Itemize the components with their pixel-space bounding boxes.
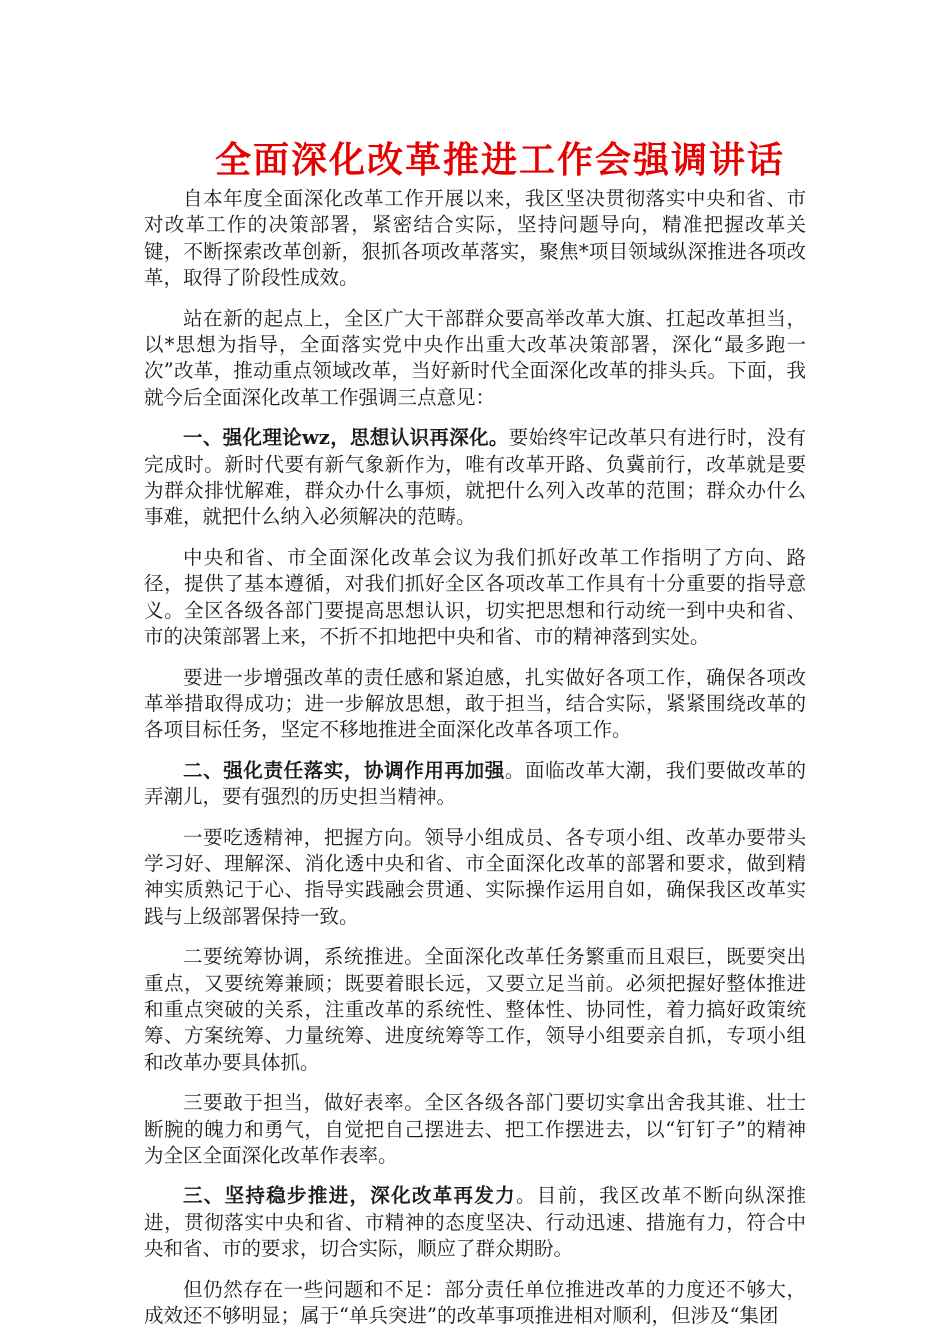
- paragraph-text: 。目前，我区改革不断向纵深推进，贯彻落实中央和省、市精神的态度坚决、行动迅速、措施有力，符合中央和省、市的要求，切合实际，顺应了群众期盼。: [144, 1184, 806, 1261]
- paragraph-text: 二要统筹协调，系统推进。全面深化改革任务繁重而且艰巨，既要突出重点，又要统筹兼顾；既要着眼长远，又要立足当前。必须把握好整体推进和重点突破的关系，注重改革的系统性、整体性、协同性，着力搞好政策统筹、方案统筹、力量统筹、进度统筹等工作，领导小组要亲自抓，专项小组和改革办要具体抓。: [144, 945, 806, 1074]
- paragraph: [144, 1277, 806, 1330]
- paragraph-lead: 一、强化理论wz，思想认识再深化。: [183, 426, 509, 450]
- paragraph: [144, 758, 806, 811]
- paragraph: [144, 306, 806, 412]
- paragraph-text: 。面临改革大潮，我们要做改革的弄潮儿，要有强烈的历史担当精神。: [144, 758, 806, 809]
- paragraph: [144, 545, 806, 651]
- paragraph-text: 一要吃透精神，把握方向。领导小组成员、各专项小组、改革办要带头学习好、理解深、消化透中央和省、市全面深化改革的部署和要求，做到精神实质熟记于心、指导实践融会贯通、实际操作运用自如，确保我区改革实践与上级部署保持一致。: [144, 825, 806, 928]
- paragraph: [144, 186, 806, 292]
- paragraph-text: 但仍然存在一些问题和不足：部分责任单位推进改革的力度还不够大，成效还不够明显；属于“单兵突进”的改革事项推进相对顺利，但涉及“集团: [144, 1277, 806, 1328]
- paragraph-text: 中央和省、市全面深化改革会议为我们抓好改革工作指明了方向、路径，提供了基本遵循，对我们抓好全区各项改革工作具有十分重要的指导意义。全区各级各部门要提高思想认识，切实把思想和行动统一到中央和省、市的决策部署上来，不折不扣地把中央和省、市的精神落到实处。: [144, 545, 806, 649]
- paragraph: [144, 1183, 806, 1262]
- paragraph-text: 要始终牢记改革只有进行时，没有完成时。新时代要有新气象新作为，唯有改革开路、负冀前行，改革就是要为群众排忧解难，群众办什么事烦，就把什么列入改革的范围；群众办什么事难，就把什么纳入必须解决的范畴。: [144, 426, 806, 529]
- document-body: [144, 186, 806, 1343]
- paragraph-text: 站在新的起点上，全区广大干部群众要高举改革大旗、扛起改革担当，以*思想为指导，全面落实党中央作出重大改革决策部署，深化“最多跑一次”改革，推动重点领域改革，当好新时代全面深化改革的排头兵。下面，我就今后全面深化改革工作强调三点意见：: [144, 306, 806, 409]
- paragraph-text: 三要敢于担当，做好表率。全区各级各部门要切实拿出舍我其谁、壮士断腕的魄力和勇气，自觉把自己摆进去、把工作摆进去，以“钉钉子”的精神为全区全面深化改革作表率。: [144, 1091, 806, 1167]
- paragraph-text: 自本年度全面深化改革工作开展以来，我区坚决贯彻落实中央和省、市对改革工作的决策部署，紧密结合实际，坚持问题导向，精准把握改革关键，不断探索改革创新，狠抓各项改革落实，聚焦*项目领域纵深推进各项改革，取得了阶段性成效。: [144, 187, 806, 290]
- paragraph: [144, 825, 806, 931]
- paragraph-text: 要进一步增强改革的责任感和紧迫感，扎实做好各项工作，确保各项改革举措取得成功；进一步解放思想，敢于担当，结合实际，紧紧围绕改革的各项目标任务，坚定不移地推进全面深化改革各项工作。: [144, 665, 806, 742]
- paragraph-lead: 二、强化责任落实，协调作用再加强: [183, 758, 505, 782]
- paragraph: [144, 944, 806, 1076]
- paragraph: [144, 425, 806, 531]
- paragraph-lead: 三、坚持稳步推进，深化改革再发力: [183, 1184, 516, 1208]
- document-title: 全面深化改革推进工作会强调讲话: [214, 139, 785, 181]
- paragraph: [144, 665, 806, 744]
- paragraph: [144, 1090, 806, 1169]
